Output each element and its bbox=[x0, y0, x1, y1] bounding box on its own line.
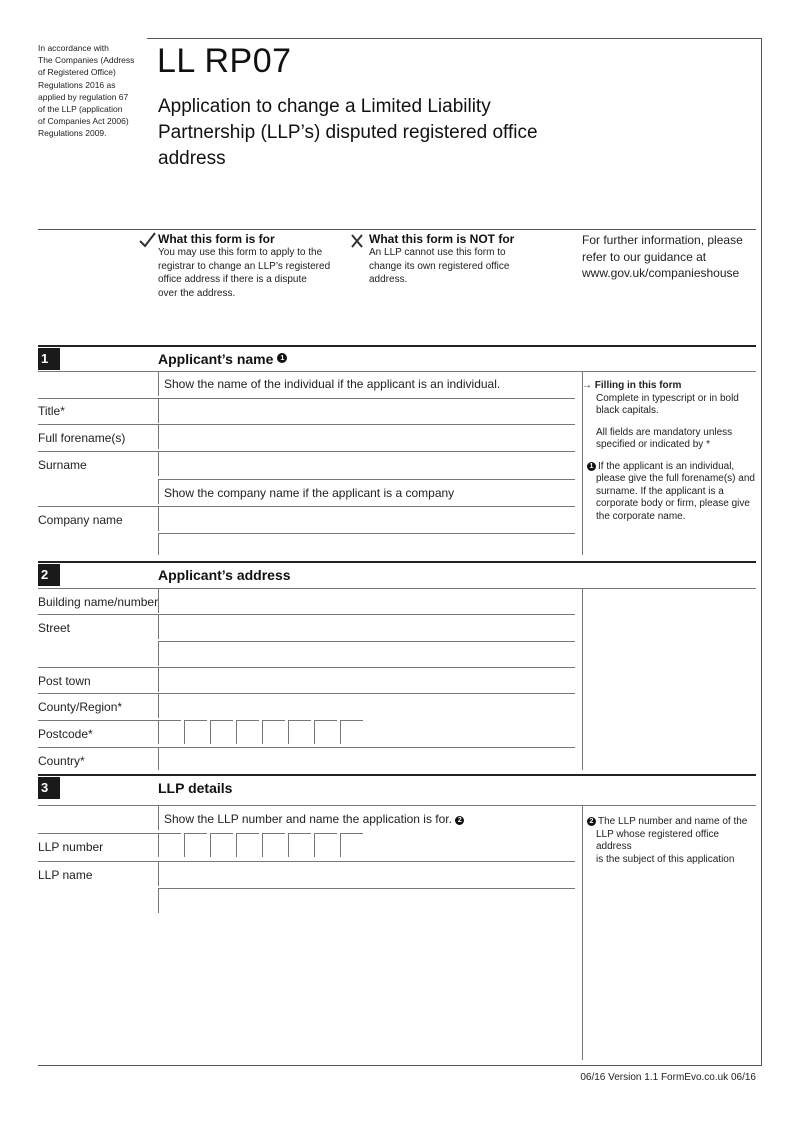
legal-line: In accordance with bbox=[38, 43, 109, 53]
llp-name-field[interactable] bbox=[158, 861, 575, 886]
form-title-line: Partnership (LLP’s) disputed registered office bbox=[158, 122, 538, 143]
form-title-line: Application to change a Limited Liability bbox=[158, 96, 491, 117]
postcode-cell[interactable] bbox=[184, 720, 207, 744]
filling-in-line: black capitals. bbox=[596, 405, 659, 416]
country-field[interactable] bbox=[158, 747, 575, 770]
filling-in-heading bbox=[582, 380, 757, 393]
street-field[interactable] bbox=[158, 614, 575, 639]
frame-top-rule bbox=[147, 38, 762, 39]
note-1-line: surname. If the applicant is a bbox=[596, 485, 724, 497]
section-3-rule bbox=[38, 774, 756, 776]
title-field[interactable] bbox=[158, 398, 575, 423]
llp-number-label: LLP number bbox=[38, 840, 104, 854]
llp-number-cell[interactable] bbox=[210, 833, 233, 857]
section-2-title: Applicant’s address bbox=[158, 567, 291, 583]
llp-number-cell[interactable] bbox=[288, 833, 311, 857]
postcode-cell[interactable] bbox=[236, 720, 259, 744]
county-field[interactable] bbox=[158, 693, 575, 718]
postcode-cell[interactable] bbox=[288, 720, 311, 744]
what-not-for-line: address. bbox=[369, 274, 408, 285]
what-for-line: over the address. bbox=[158, 287, 236, 299]
info-top-rule bbox=[38, 229, 756, 230]
llp-number-cell[interactable] bbox=[340, 833, 363, 857]
frame-right-rule bbox=[761, 38, 762, 1065]
postcode-label: Postcode* bbox=[38, 727, 93, 741]
what-not-for-panel bbox=[369, 232, 559, 287]
legal-line: The Companies (Address bbox=[38, 55, 135, 66]
section-1-side-rule bbox=[582, 371, 583, 555]
llp-number-cell[interactable] bbox=[236, 833, 259, 857]
building-field[interactable] bbox=[158, 588, 575, 613]
section-1-rule bbox=[38, 345, 756, 347]
note-1-icon: 1 bbox=[277, 353, 287, 363]
legal-line: Regulations 2009. bbox=[38, 128, 107, 139]
section-1-title bbox=[158, 351, 289, 367]
postcode-row-rule bbox=[38, 720, 158, 721]
mandatory-line: specified or indicated by * bbox=[596, 439, 710, 450]
what-for-panel bbox=[158, 232, 343, 300]
note-1-badge-icon: 1 bbox=[587, 462, 596, 471]
further-line: refer to our guidance at bbox=[582, 249, 707, 264]
mandatory-line: All fields are mandatory unless bbox=[596, 426, 733, 438]
what-not-for-line: change its own registered office bbox=[369, 260, 510, 272]
llp-number-cell[interactable] bbox=[262, 833, 285, 857]
legal-line: applied by regulation 67 bbox=[38, 91, 129, 102]
post-town-label: Post town bbox=[38, 674, 91, 688]
section-1-number: 1 bbox=[38, 348, 60, 370]
llp-name-label: LLP name bbox=[38, 868, 93, 882]
note-2-line: LLP whose registered office address bbox=[596, 828, 720, 852]
what-for-heading: What this form is for bbox=[158, 232, 275, 246]
what-not-for-line: An LLP cannot use this form to bbox=[369, 247, 506, 258]
further-line: www.gov.uk/companieshouse bbox=[582, 266, 740, 280]
what-not-for-text bbox=[369, 246, 559, 287]
note-2-line: is the subject of this application bbox=[596, 853, 735, 865]
forenames-field[interactable] bbox=[158, 424, 575, 449]
legal-line: of Companies Act 2006) bbox=[38, 116, 129, 127]
legal-line: of Registered Office) bbox=[38, 67, 116, 78]
surname-field[interactable] bbox=[158, 451, 575, 476]
note-2-panel bbox=[587, 816, 757, 866]
section-2-rule bbox=[38, 561, 756, 563]
note-2-badge-icon: 2 bbox=[587, 817, 596, 826]
section-3-side-rule bbox=[582, 805, 583, 1060]
note-1-line: the corporate name. bbox=[596, 510, 686, 522]
what-for-line: registrar to change an LLP’s registered bbox=[158, 260, 331, 272]
street-field-line-2[interactable] bbox=[158, 641, 575, 666]
further-information bbox=[582, 232, 757, 282]
cross-icon bbox=[350, 234, 364, 248]
note-2-icon: 2 bbox=[455, 816, 464, 825]
note-2-line: The LLP number and name of the bbox=[598, 816, 748, 827]
arrow-right-icon: → bbox=[582, 380, 592, 391]
note-1-line: please give the full forename(s) and bbox=[596, 473, 755, 484]
company-label: Company name bbox=[38, 513, 123, 527]
legal-line: of the LLP (application bbox=[38, 104, 123, 115]
section-3-title: LLP details bbox=[158, 780, 233, 796]
postcode-cell[interactable] bbox=[158, 720, 181, 744]
building-label: Building name/number bbox=[38, 595, 159, 609]
filling-in-line: Complete in typescript or in bold bbox=[596, 392, 739, 404]
instruction-llp bbox=[164, 812, 466, 826]
llp-number-cell[interactable] bbox=[184, 833, 207, 857]
further-line: For further information, please bbox=[582, 233, 743, 247]
check-icon bbox=[139, 232, 157, 248]
section-3-number: 3 bbox=[38, 777, 60, 799]
postcode-cell[interactable] bbox=[340, 720, 363, 744]
company-field[interactable] bbox=[158, 506, 575, 531]
llp-number-row-rule bbox=[38, 833, 158, 834]
country-label: Country* bbox=[38, 754, 85, 768]
llp-number-cell[interactable] bbox=[314, 833, 337, 857]
company-field-line-2[interactable] bbox=[158, 533, 575, 555]
frame-bottom-rule bbox=[38, 1065, 762, 1066]
llp-name-field-line-2[interactable] bbox=[158, 888, 575, 913]
forenames-label: Full forename(s) bbox=[38, 431, 126, 445]
section-1-title-text: Applicant’s name bbox=[158, 351, 274, 367]
postcode-cell[interactable] bbox=[262, 720, 285, 744]
what-for-text bbox=[158, 246, 343, 300]
instruction-individual: Show the name of the individual if the applicant is an individual. bbox=[164, 377, 501, 391]
llp-number-cell[interactable] bbox=[158, 833, 181, 857]
county-label: County/Region* bbox=[38, 700, 123, 714]
form-code: LL RP07 bbox=[157, 42, 292, 80]
form-title bbox=[158, 94, 558, 172]
postcode-cell[interactable] bbox=[314, 720, 337, 744]
instruction-llp-text: Show the LLP number and name the application is for. bbox=[164, 812, 452, 826]
street-label: Street bbox=[38, 621, 71, 635]
what-for-line: office address if there is a dispute bbox=[158, 274, 307, 285]
what-for-line: You may use this form to apply to the bbox=[158, 247, 323, 258]
instruction-company: Show the company name if the applicant is a company bbox=[164, 486, 455, 500]
note-1-line: corporate body or firm, please give bbox=[596, 498, 750, 509]
footer-version: 06/16 Version 1.1 FormEvo.co.uk 06/16 bbox=[580, 1072, 756, 1083]
legal-notice bbox=[38, 42, 146, 140]
filling-in-panel bbox=[582, 380, 757, 523]
surname-label: Surname bbox=[38, 458, 87, 472]
filling-in-heading-text: Filling in this form bbox=[594, 380, 682, 391]
post-town-field[interactable] bbox=[158, 667, 575, 692]
form-title-line: address bbox=[158, 148, 226, 169]
section-2-number: 2 bbox=[38, 564, 60, 586]
note-2-first-line bbox=[587, 816, 757, 829]
title-label: Title* bbox=[38, 404, 65, 418]
note-1-line: If the applicant is an individual, bbox=[598, 460, 735, 472]
what-not-for-heading: What this form is NOT for bbox=[369, 232, 515, 246]
legal-line: Regulations 2016 as bbox=[38, 79, 116, 90]
note-1-first-line bbox=[587, 461, 757, 474]
section-2-side-rule bbox=[582, 588, 583, 770]
postcode-cell[interactable] bbox=[210, 720, 233, 744]
